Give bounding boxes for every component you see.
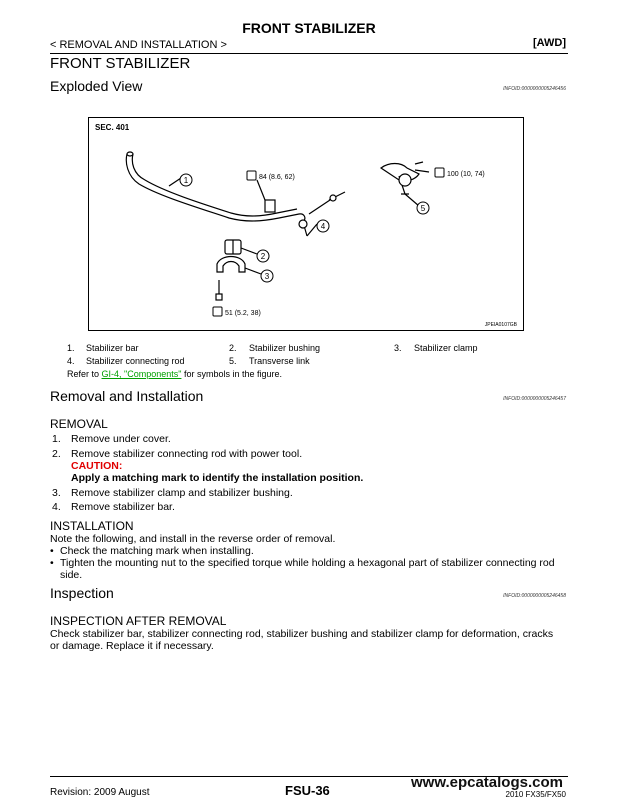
legend-label: Transverse link [249, 356, 310, 366]
figure-id: JPEIA0107GB [484, 322, 517, 328]
legend-num: 5. [229, 356, 237, 366]
bullet-dot: • [50, 545, 54, 557]
step-num: 3. [52, 487, 61, 499]
torque-label-1: 84 (8.6, 62) [259, 174, 295, 181]
inspection-sub-heading: INSPECTION AFTER REMOVAL [50, 614, 227, 628]
legend-num: 1. [67, 343, 75, 353]
info-id: INFOID:0000000005246457 [503, 396, 566, 402]
bullet-text-continued: side. [60, 569, 83, 581]
torque-label-3: 51 (5.2, 38) [225, 310, 261, 317]
refer-prefix: Refer to [67, 369, 102, 379]
callout-3: 3 [264, 272, 270, 281]
stabilizer-bar-shape [126, 154, 305, 222]
removal-heading: REMOVAL [50, 417, 108, 431]
model-label: 2010 FX35/FX50 [505, 790, 566, 799]
page-number: FSU-36 [285, 783, 330, 798]
step-num: 2. [52, 448, 61, 460]
header-divider [50, 53, 568, 54]
bullet-text: Check the matching mark when installing. [60, 545, 254, 557]
step-text: Remove under cover. [71, 433, 171, 445]
legend-num: 3. [394, 343, 402, 353]
legend-label: Stabilizer bar [86, 343, 139, 353]
removal-installation-heading: Removal and Installation [50, 388, 204, 404]
page-header-title: FRONT STABILIZER [242, 20, 376, 36]
step-text: Remove stabilizer bar. [71, 501, 175, 513]
inspection-heading: Inspection [50, 585, 114, 601]
callout-5: 5 [420, 204, 426, 213]
components-link[interactable]: GI-4, "Components" [101, 369, 182, 379]
refer-suffix: for symbols in the figure. [181, 369, 282, 379]
installation-heading: INSTALLATION [50, 519, 134, 533]
inspection-line-2: or damage. Replace it if necessary. [50, 640, 214, 652]
drive-badge: [AWD] [533, 37, 566, 49]
exploded-view-heading: Exploded View [50, 78, 143, 94]
inspection-line-1: Check stabilizer bar, stabilizer connecting rod, stabilizer bushing and stabilizer clamp for deformation, cracks [50, 628, 554, 640]
callout-2: 2 [260, 252, 266, 261]
torque-label-2: 100 (10, 74) [447, 171, 485, 178]
exploded-view-figure [88, 117, 524, 331]
bullet-text: Tighten the mounting nut to the specified torque while holding a hexagonal part of stabilizer connecting rod [60, 557, 555, 569]
watermark: www.epcatalogs.com [411, 774, 563, 791]
legend-label: Stabilizer bushing [249, 343, 321, 353]
step-num: 1. [52, 433, 61, 445]
step-text: Remove stabilizer connecting rod with power tool. [71, 448, 303, 460]
info-id: INFOID:0000000005246458 [503, 593, 566, 599]
revision-date: Revision: 2009 August [50, 787, 150, 798]
caution-text: Apply a matching mark to identify the installation position. [71, 472, 364, 484]
caution-label: CAUTION: [71, 460, 123, 472]
step-text: Remove stabilizer clamp and stabilizer bushing. [71, 487, 293, 499]
info-id: INFOID:0000000005246456 [503, 86, 566, 92]
legend-num: 4. [67, 356, 75, 366]
legend-label: Stabilizer connecting rod [86, 356, 185, 366]
refer-note [67, 369, 282, 379]
section-title: FRONT STABILIZER [50, 55, 191, 72]
section-code: SEC. 401 [95, 123, 130, 132]
step-num: 4. [52, 501, 61, 513]
legend-num: 2. [229, 343, 237, 353]
legend-label: Stabilizer clamp [414, 343, 478, 353]
callout-1: 1 [183, 176, 189, 185]
breadcrumb: < REMOVAL AND INSTALLATION > [50, 39, 227, 51]
installation-intro: Note the following, and install in the reverse order of removal. [50, 533, 336, 545]
callout-4: 4 [320, 222, 326, 231]
bullet-dot: • [50, 557, 54, 569]
